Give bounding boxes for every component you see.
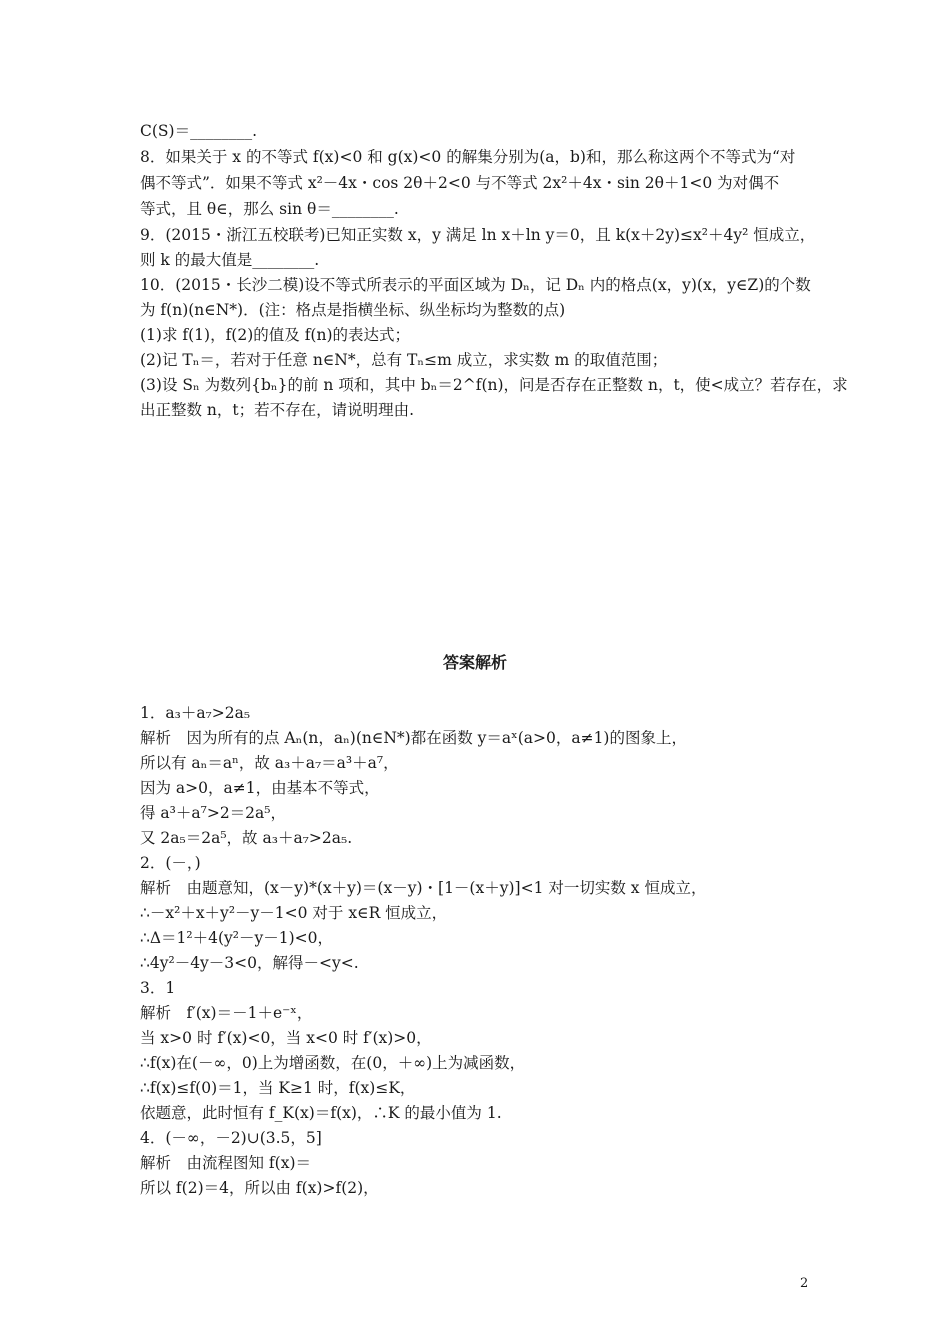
text-line: ∴Δ＝1²＋4(y²－y－1)<0，: [140, 929, 334, 947]
text-line: (2)记 Tₙ＝，若对于任意 n∈N*，总有 Tₙ≤m 成立，求实数 m 的取值范围；: [140, 351, 668, 369]
text-line: C(S)＝________.: [140, 122, 257, 140]
text-line: 1．a₃＋a₇>2a₅: [140, 704, 251, 722]
text-line: 4．(－∞，－2)∪(3.5，5]: [140, 1129, 322, 1147]
text-line: 依题意，此时恒有 f_K(x)＝f(x)，∴K 的最小值为 1.: [140, 1104, 502, 1122]
page-number: 2: [800, 1276, 809, 1291]
text-line: 10．(2015・长沙二模)设不等式所表示的平面区域为 Dₙ，记 Dₙ 内的格点(x，y)(x，y∈Z)的个数: [140, 276, 811, 294]
text-line: ∴4y²－4y－3<0，解得－<y<.: [140, 954, 359, 972]
text-line: (1)求 f(1)，f(2)的值及 f(n)的表达式；: [140, 326, 411, 344]
text-line: ∴－x²＋x＋y²－y－1<0 对于 x∈R 恒成立，: [140, 904, 448, 922]
text-line: 则 k 的最大值是________.: [140, 251, 320, 269]
text-line: 等式，且 θ∈，那么 sin θ＝________.: [140, 200, 399, 218]
text-line: ∴f(x)在(－∞，0)上为增函数，在(0，＋∞)上为减函数，: [140, 1054, 526, 1072]
text-line: 8．如果关于 x 的不等式 f(x)<0 和 g(x)<0 的解集分别为(a，b)和，那么称这两个不等式为“对: [140, 148, 796, 166]
text-line: 解析 f′(x)＝－1＋e⁻ˣ，: [140, 1004, 313, 1022]
text-line: 当 x>0 时 f′(x)<0，当 x<0 时 f′(x)>0，: [140, 1029, 432, 1047]
text-line: 解析 因为所有的点 Aₙ(n，aₙ)(n∈N*)都在函数 y＝aˣ(a>0，a≠1)的图象上，: [140, 729, 687, 747]
text-line: 为 f(n)(n∈N*)．(注：格点是指横坐标、纵坐标均为整数的点): [140, 301, 566, 319]
text-line: 得 a³＋a⁷>2＝2a⁵，: [140, 804, 287, 822]
text-line: 所以有 aₙ＝aⁿ，故 a₃＋a₇＝a³＋a⁷，: [140, 754, 399, 772]
text-line: 所以 f(2)＝4，所以由 f(x)>f(2)，: [140, 1179, 379, 1197]
text-line: (3)设 Sₙ 为数列{bₙ}的前 n 项和，其中 bₙ＝2^f(n)，问是否存在正整数 n，t，使<成立？若存在，求: [140, 376, 848, 394]
text-line: 3．1: [140, 979, 176, 997]
text-line: 出正整数 n，t；若不存在，请说明理由.: [140, 401, 415, 419]
text-line: 解析 由题意知，(x－y)*(x＋y)＝(x－y)・[1－(x＋y)]<1 对一切实数 x 恒成立，: [140, 879, 707, 897]
text-line: 偶不等式”．如果不等式 x²－4x・cos 2θ＋2<0 与不等式 2x²＋4x・sin 2θ＋1<0 为对偶不: [140, 174, 780, 192]
answer-heading: 答案解析: [442, 653, 507, 672]
text-line: 因为 a>0，a≠1，由基本不等式，: [140, 779, 380, 797]
text-line: 2．(－，): [140, 854, 201, 872]
text-line: 9．(2015・浙江五校联考)已知正实数 x，y 满足 ln x＋ln y＝0，且 k(x＋2y)≤x²＋4y² 恒成立，: [140, 226, 816, 244]
text-line: ∴f(x)≤f(0)＝1，当 K≥1 时，f(x)≤K，: [140, 1079, 416, 1097]
text-line: 解析 由流程图知 f(x)＝: [140, 1154, 312, 1172]
text-line: 又 2a₅＝2a⁵，故 a₃＋a₇>2a₅.: [140, 829, 353, 847]
